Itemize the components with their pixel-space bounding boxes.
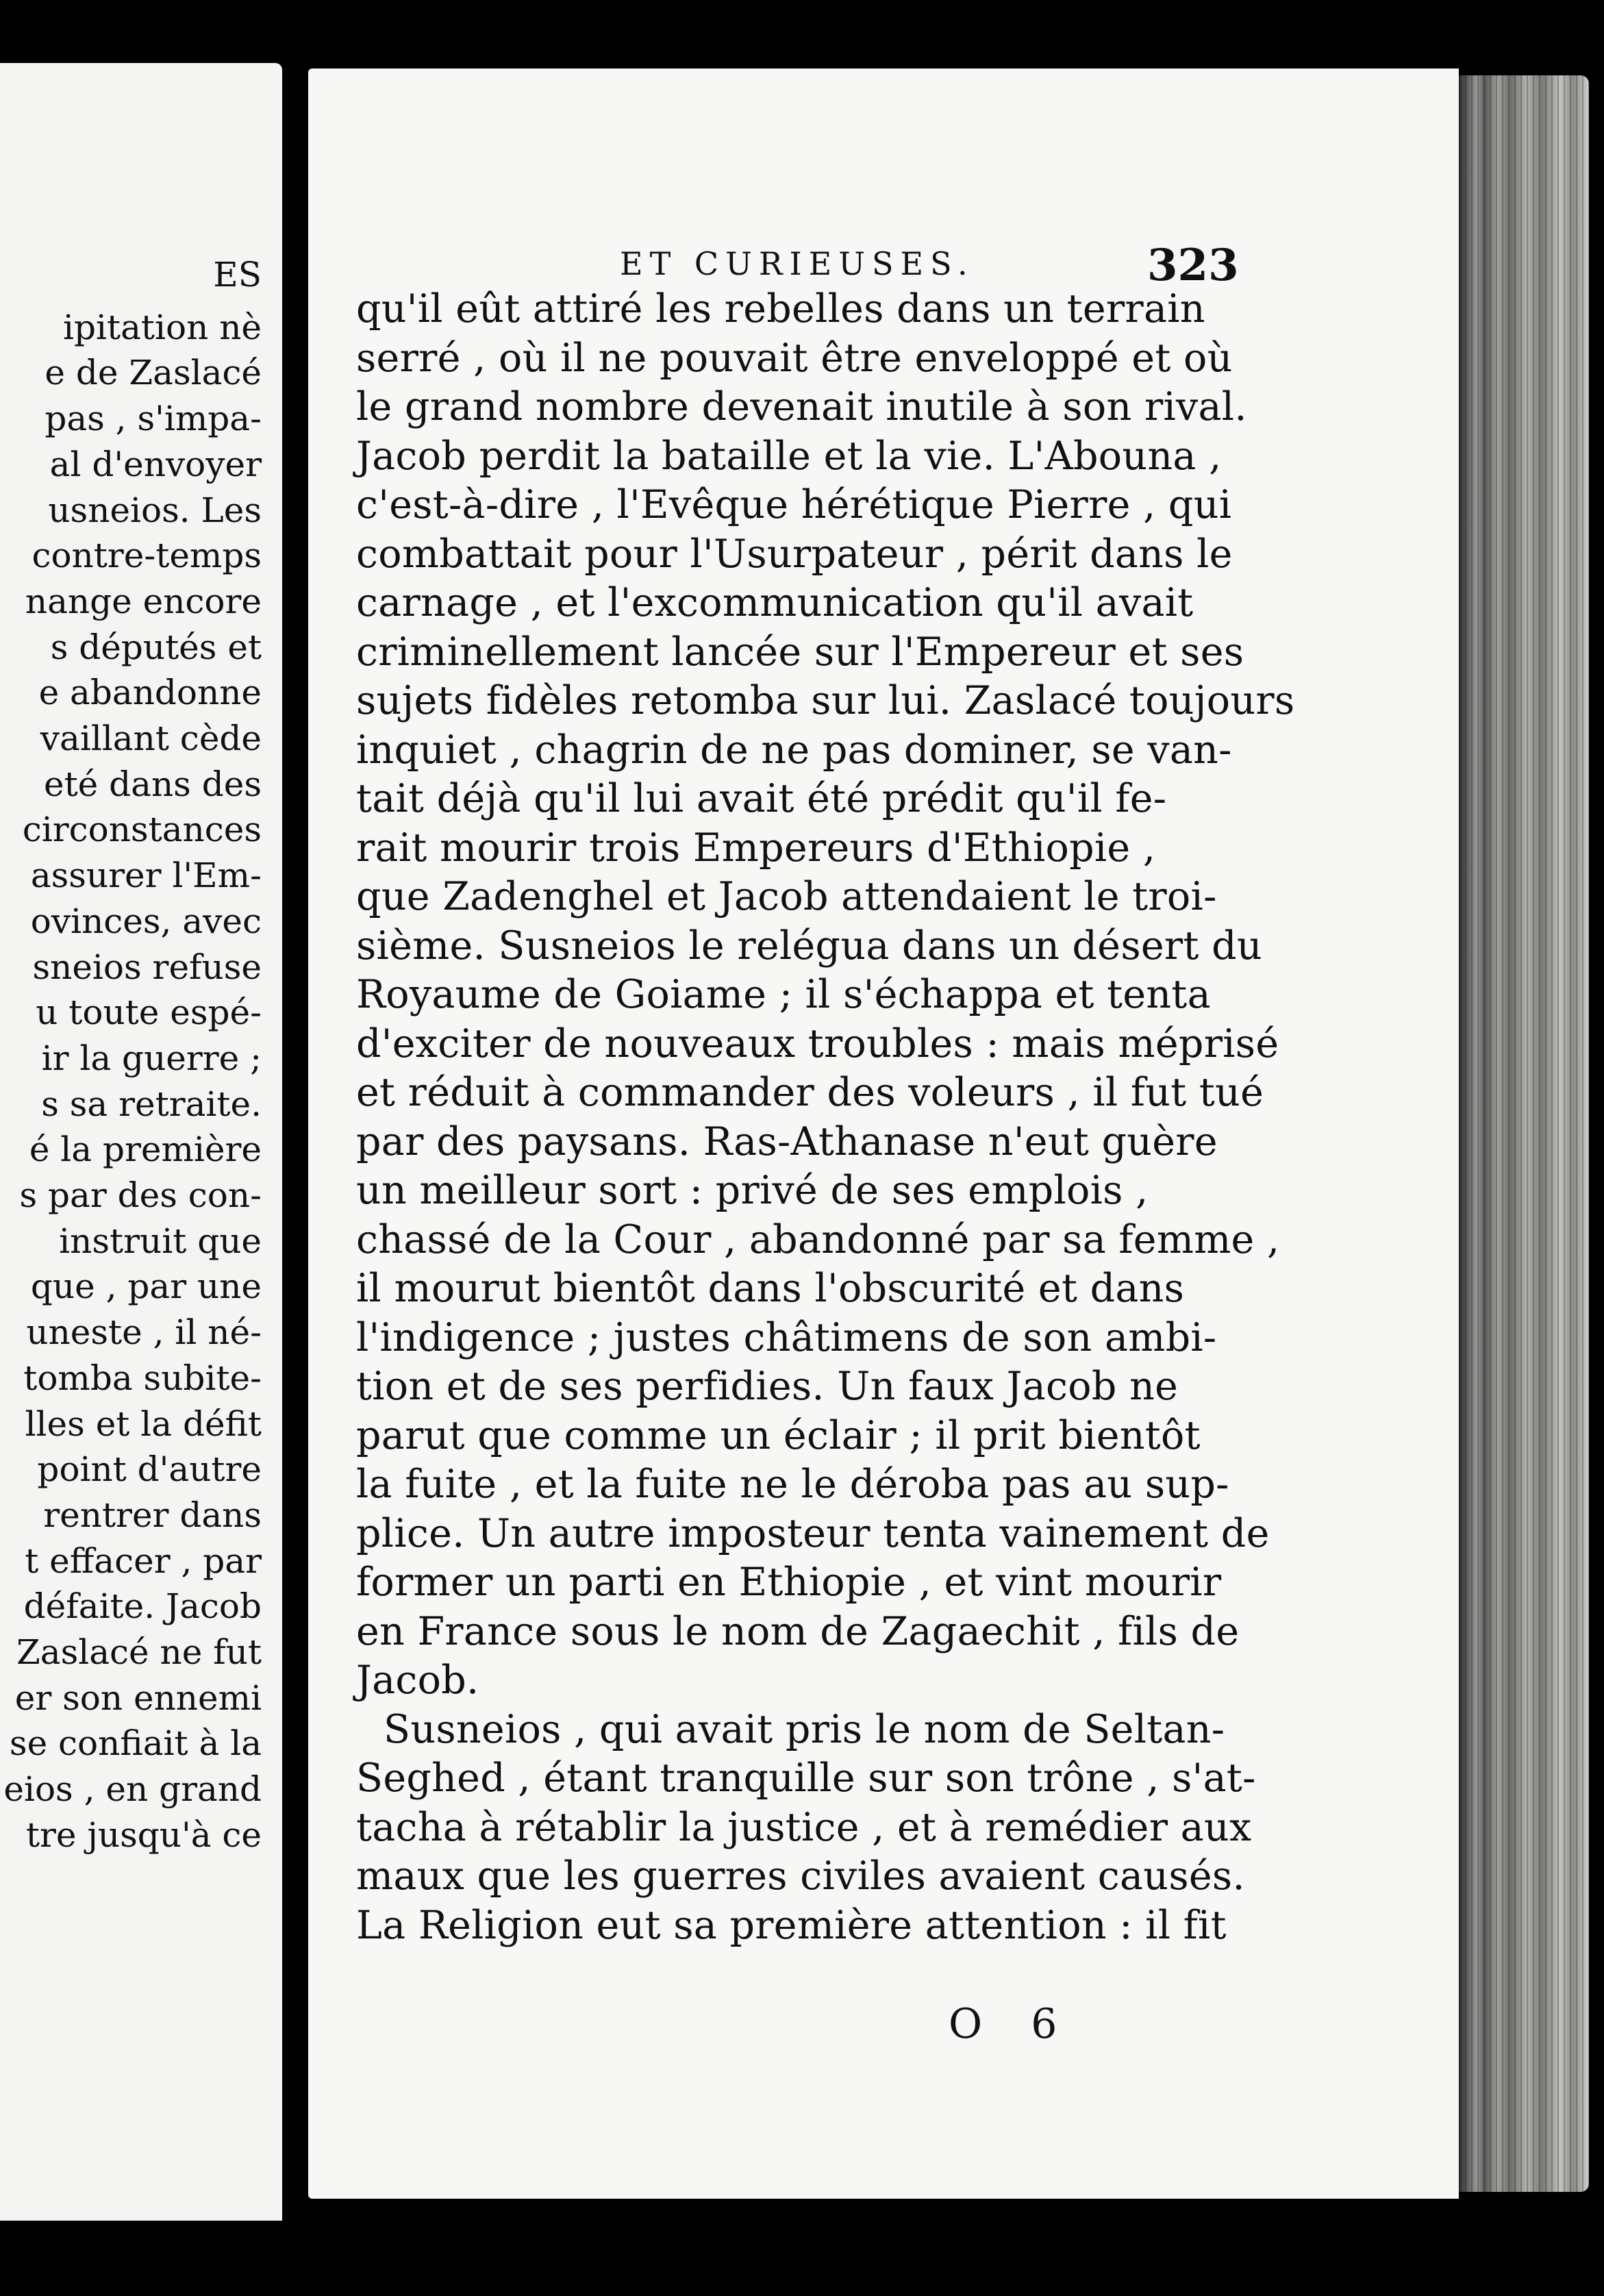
body-line: rait mourir trois Empereurs d'Ethiopie , (356, 825, 1156, 871)
body-line: serré , où il ne pouvait être enveloppé et où (356, 335, 1233, 381)
left-page-line: e de Zaslacé (45, 353, 262, 393)
left-page-line: instruit que (59, 1221, 262, 1261)
body-line: sième. Susneios le relégua dans un désert du (356, 923, 1262, 969)
left-page-line: tomba subite- (23, 1358, 262, 1398)
body-line: maux que les guerres civiles avaient causés. (356, 1854, 1245, 1899)
left-page-line: uneste , il né- (26, 1312, 262, 1353)
left-page-line: e abandonne (38, 673, 262, 713)
page-number: 323 (1147, 240, 1239, 291)
signature-mark: O 6 (949, 2000, 1075, 2048)
body-line: l'indigence ; justes châtimens de son ambi- (356, 1314, 1217, 1360)
left-page-line: usneios. Les (48, 490, 262, 530)
left-page-line: eté dans des (44, 764, 262, 804)
body-line: tacha à rétablir la justice , et à remédier aux (356, 1804, 1252, 1850)
left-page-line: al d'envoyer (49, 444, 262, 484)
body-line: carnage , et l'excommunication qu'il avait (356, 580, 1194, 625)
body-line: Jacob perdit la bataille et la vie. L'Abouna , (356, 433, 1222, 479)
left-page-line: défaite. Jacob (23, 1586, 262, 1627)
body-line: inquiet , chagrin de ne pas dominer, se van- (356, 727, 1232, 773)
body-line: Royaume de Goiame ; il s'échappa et tenta (356, 972, 1211, 1017)
right-page (308, 68, 1459, 2199)
left-page (0, 63, 282, 2221)
body-line: Seghed , étant tranquille sur son trône , s'at- (356, 1756, 1256, 1801)
left-page-line: eios , en grand (3, 1769, 262, 1810)
left-page-line: lles et la défit (25, 1403, 262, 1444)
body-line: plice. Un autre imposteur tenta vainement de (356, 1510, 1270, 1556)
left-page-line: ipitation nè (63, 307, 262, 347)
body-line: qu'il eût attiré les rebelles dans un terrain (356, 286, 1205, 332)
left-page-line: s sa retraite. (41, 1084, 262, 1124)
left-page-line: ir la guerre ; (41, 1038, 262, 1078)
body-line: en France sous le nom de Zagaechit , fils de (356, 1608, 1240, 1654)
body-line: et réduit à commander des voleurs , il fut tué (356, 1070, 1264, 1115)
body-line: Jacob. (356, 1658, 479, 1703)
body-line: il mourut bientôt dans l'obscurité et dans (356, 1266, 1185, 1311)
left-page-line: ovinces, avec (30, 901, 262, 941)
left-page-line: s par des con- (19, 1175, 262, 1215)
left-page-line: u toute espé- (36, 993, 262, 1033)
left-page-line: point d'autre (37, 1449, 262, 1490)
left-page-line: nange encore (25, 581, 262, 621)
body-line: La Religion eut sa première attention : il fit (356, 1902, 1227, 1948)
body-line: tion et de ses perfidies. Un faux Jacob ne (356, 1364, 1179, 1409)
page-gutter (282, 0, 310, 2296)
left-page-line: s députés et (50, 627, 262, 667)
body-line: former un parti en Ethiopie , et vint mourir (356, 1560, 1222, 1605)
left-page-line: assurer l'Em- (30, 856, 262, 896)
left-page-line: ES (213, 255, 262, 295)
page-edges (1459, 75, 1589, 2192)
body-line: c'est-à-dire , l'Evêque hérétique Pierre , qui (356, 482, 1232, 527)
body-line: le grand nombre devenait inutile à son rival. (356, 384, 1247, 429)
body-line: un meilleur sort : privé de ses emplois , (356, 1168, 1149, 1213)
left-page-line: circonstances (22, 810, 262, 850)
left-page-line: tre jusqu'à ce (25, 1814, 262, 1855)
left-page-line: pas , s'impa- (45, 399, 262, 439)
body-line: Susneios , qui avait pris le nom de Seltan- (384, 1706, 1225, 1752)
body-line: parut que comme un éclair ; il prit bientôt (356, 1412, 1201, 1458)
left-page-line: contre-temps (32, 536, 262, 576)
running-head: ET CURIEUSES. (620, 245, 975, 282)
left-page-line: t effacer , par (25, 1540, 262, 1581)
body-line: que Zadenghel et Jacob attendaient le troi- (356, 874, 1217, 919)
left-page-line: se confiait à la (9, 1723, 262, 1764)
body-line: tait déjà qu'il lui avait été prédit qu'il fe- (356, 776, 1167, 821)
body-line: la fuite , et la fuite ne le déroba pas au sup- (356, 1462, 1229, 1507)
left-page-line: vaillant cède (40, 719, 262, 758)
page-edge-stripes (1459, 75, 1589, 2192)
body-line: sujets fidèles retomba sur lui. Zaslacé toujours (356, 678, 1295, 723)
body-line: criminellement lancée sur l'Empereur et ses (356, 629, 1244, 675)
body-line: d'exciter de nouveaux troubles : mais méprisé (356, 1021, 1279, 1066)
body-line: combattait pour l'Usurpateur , périt dans le (356, 531, 1233, 577)
left-page-line: rentrer dans (43, 1495, 262, 1535)
body-line: chassé de la Cour , abandonné par sa femme , (356, 1216, 1280, 1262)
left-page-line: er son ennemi (14, 1677, 262, 1718)
left-page-line: Zaslacé ne fut (16, 1632, 262, 1672)
body-line: par des paysans. Ras-Athanase n'eut guère (356, 1119, 1218, 1164)
left-page-line: sneios refuse (32, 947, 262, 987)
left-page-line: é la première (29, 1130, 262, 1170)
left-page-line: que , par une (30, 1266, 262, 1307)
